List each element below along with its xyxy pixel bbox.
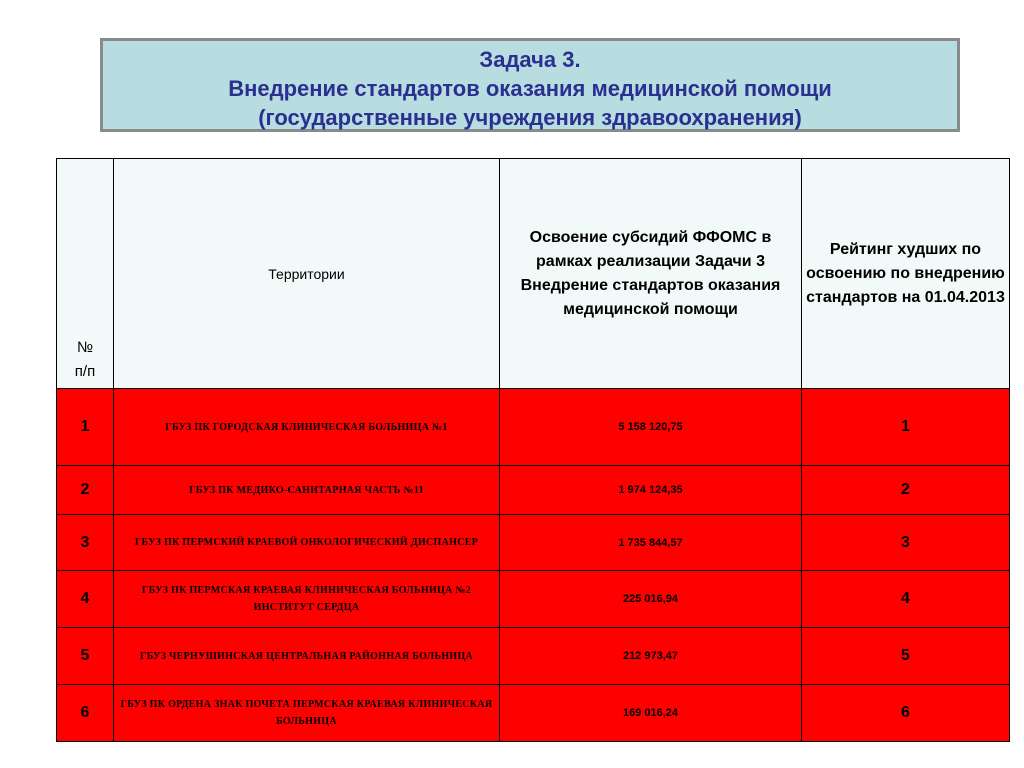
row-subsidy-sum: 1 974 124,35 xyxy=(500,466,802,515)
table-header-row xyxy=(57,159,1010,389)
row-territory: ГБУЗ ПК ОРДЕНА ЗНАК ПОЧЕТА ПЕРМСКАЯ КРАЕВАЯ КЛИНИЧЕСКАЯ БОЛЬНИЦА xyxy=(114,685,500,742)
data-table xyxy=(56,158,1010,742)
row-territory: ГБУЗ ПК ПЕРМСКАЯ КРАЕВАЯ КЛИНИЧЕСКАЯ БОЛЬНИЦА №2 ИНСТИТУТ СЕРДЦА xyxy=(114,571,500,628)
row-territory: ГБУЗ ЧЕРНУШИНСКАЯ ЦЕНТРАЛЬНАЯ РАЙОННАЯ БОЛЬНИЦА xyxy=(114,628,500,685)
row-number: 6 xyxy=(57,685,114,742)
row-subsidy-sum: 225 016,94 xyxy=(500,571,802,628)
row-subsidy-sum: 5 158 120,75 xyxy=(500,389,802,466)
row-rating: 1 xyxy=(802,389,1010,466)
header-subsidy: Освоение субсидий ФФОМС в рамках реализации Задачи 3 Внедрение стандартов оказания медицинской помощи xyxy=(500,159,802,389)
title-box xyxy=(100,38,960,132)
row-number: 4 xyxy=(57,571,114,628)
table-row xyxy=(57,515,1010,571)
title-line-2: Внедрение стандартов оказания медицинской помощи xyxy=(228,76,832,101)
row-subsidy-sum: 169 016,24 xyxy=(500,685,802,742)
row-subsidy-sum: 1 735 844,57 xyxy=(500,515,802,571)
header-number-line-1: № xyxy=(76,339,94,356)
row-rating: 2 xyxy=(802,466,1010,515)
header-territory: Территории xyxy=(114,159,500,389)
title-line-3: (государственные учреждения здравоохранения) xyxy=(258,105,802,130)
table-row xyxy=(57,571,1010,628)
row-rating: 3 xyxy=(802,515,1010,571)
table-row xyxy=(57,466,1010,515)
table-row xyxy=(57,389,1010,466)
row-number: 1 xyxy=(57,389,114,466)
title-line-1: Задача 3. xyxy=(479,47,581,72)
row-number: 2 xyxy=(57,466,114,515)
row-subsidy-sum: 212 973,47 xyxy=(500,628,802,685)
table-row xyxy=(57,685,1010,742)
header-number xyxy=(57,159,114,389)
row-territory: ГБУЗ ПК ГОРОДСКАЯ КЛИНИЧЕСКАЯ БОЛЬНИЦА №1 xyxy=(114,389,500,466)
row-rating: 5 xyxy=(802,628,1010,685)
table-row xyxy=(57,628,1010,685)
header-number-line-2: п/п xyxy=(74,363,96,380)
header-rating: Рейтинг худших по освоению по внедрению стандартов на 01.04.2013 xyxy=(802,159,1010,389)
row-rating: 4 xyxy=(802,571,1010,628)
row-territory: ГБУЗ ПК МЕДИКО-САНИТАРНАЯ ЧАСТЬ №11 xyxy=(114,466,500,515)
row-territory: ГБУЗ ПК ПЕРМСКИЙ КРАЕВОЙ ОНКОЛОГИЧЕСКИЙ ДИСПАНСЕР xyxy=(114,515,500,571)
row-number: 3 xyxy=(57,515,114,571)
row-rating: 6 xyxy=(802,685,1010,742)
row-number: 5 xyxy=(57,628,114,685)
